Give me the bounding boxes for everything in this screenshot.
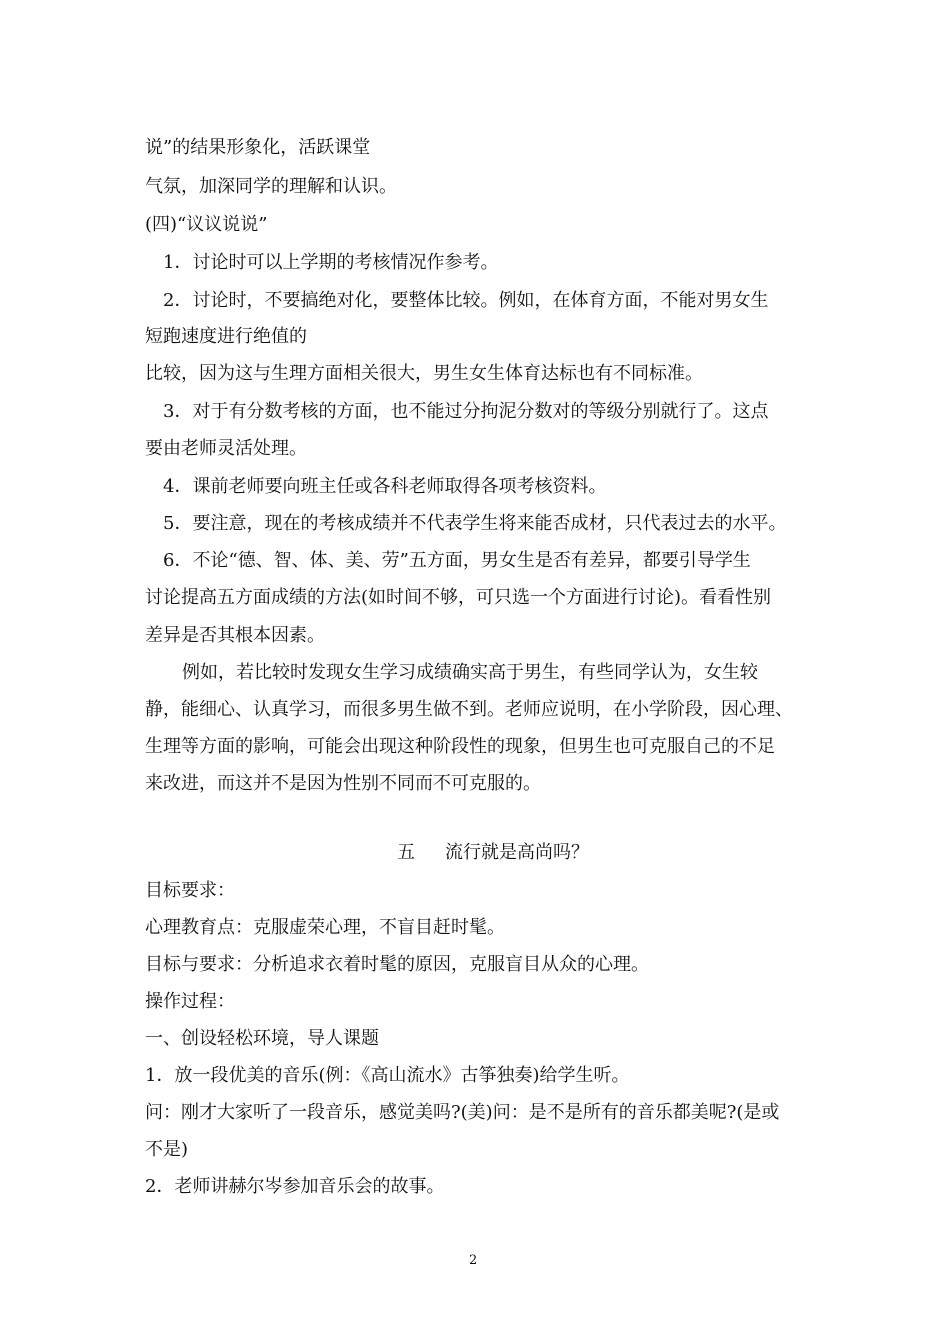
- line-2: 气氛，加深同学的理解和认识。: [145, 176, 397, 197]
- line-6: 短跑速度进行绝值的: [145, 326, 307, 347]
- line-7: 比较，因为这与生理方面相关很大，男生女生体育达标也有不同标准。: [145, 363, 703, 384]
- line-18: 来改进，而这并不是因为性别不同而不可克服的。: [145, 773, 541, 794]
- line-16: 静，能细心、认真学习，而很多男生做不到。老师应说明，在小学阶段，因心理、: [145, 699, 793, 720]
- line-17: 生理等方面的影响，可能会出现这种阶段性的现象，但男生也可克服自己的不足: [145, 736, 775, 757]
- line-9: 要由老师灵活处理。: [145, 438, 307, 459]
- line-3: (四)“议议说说”: [145, 214, 268, 235]
- line2-6: 1．放一段优美的音乐(例：《高山流水》古筝独奏)给学生听。: [145, 1065, 630, 1086]
- section-title: [397, 841, 589, 865]
- page-number: 2: [469, 1253, 478, 1268]
- line-14: 差异是否其根本因素。: [145, 625, 325, 646]
- line2-8: 不是): [145, 1139, 189, 1160]
- line-8: 3．对于有分数考核的方面，也不能过分拘泥分数对的等级分别就行了。这点: [163, 401, 769, 422]
- line-12: 6．不论“德、智、体、美、劳”五方面，男女生是否有差异，都要引导学生: [163, 550, 751, 571]
- line-15: 例如，若比较时发现女生学习成绩确实高于男生，有些同学认为，女生较: [182, 662, 758, 683]
- line-1: 说”的结果形象化，活跃课堂: [145, 137, 371, 158]
- line-5: 2．讨论时，不要搞绝对化，要整体比较。例如，在体育方面，不能对男女生: [163, 290, 769, 311]
- line-10: 4．课前老师要向班主任或各科老师取得各项考核资料。: [163, 476, 607, 497]
- line-4: 1．讨论时可以上学期的考核情况作参考。: [163, 252, 499, 273]
- line-11: 5．要注意，现在的考核成绩并不代表学生将来能否成材，只代表过去的水平。: [163, 513, 787, 534]
- line2-1: 目标要求：: [145, 880, 235, 901]
- line-13: 讨论提高五方面成绩的方法(如时间不够，可只选一个方面进行讨论)。看看性别: [145, 587, 772, 608]
- line2-5: 一、创设轻松环境，导人课题: [145, 1028, 379, 1049]
- line2-2: 心理教育点：克服虚荣心理，不盲目赶时髦。: [145, 917, 505, 938]
- line2-7: 问：刚才大家听了一段音乐，感觉美吗?(美)问：是不是所有的音乐都美呢?(是或: [145, 1102, 780, 1123]
- line2-9: 2．老师讲赫尔岑参加音乐会的故事。: [145, 1176, 445, 1197]
- section-title-text: 流行就是高尚吗？: [445, 842, 589, 863]
- line2-4: 操作过程：: [145, 991, 235, 1012]
- line2-3: 目标与要求：分析追求衣着时髦的原因，克服盲目从众的心理。: [145, 954, 649, 975]
- section-number: 五: [397, 842, 415, 863]
